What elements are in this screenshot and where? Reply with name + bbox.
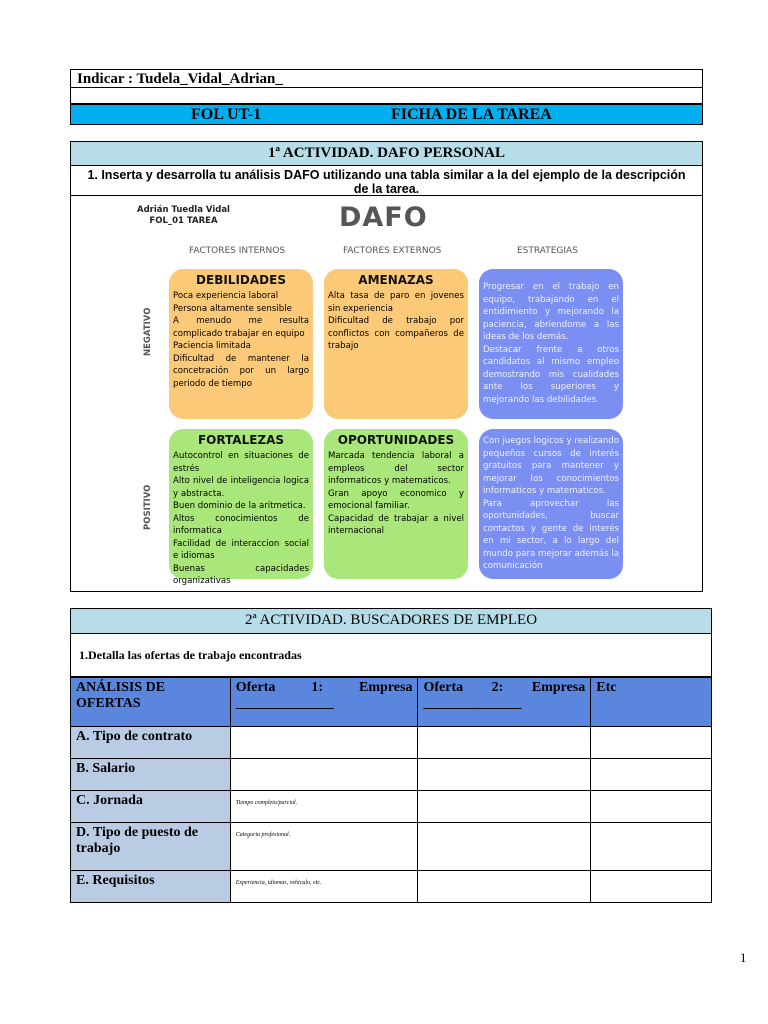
offers-table bbox=[70, 677, 712, 903]
cell-input[interactable] bbox=[591, 871, 712, 903]
cell-input[interactable] bbox=[591, 759, 712, 791]
header-etc: Etc bbox=[591, 678, 712, 727]
activity2-question: 1.Detalla las ofertas de trabajo encontradas bbox=[70, 634, 712, 677]
col-internal-label: FACTORES INTERNOS bbox=[189, 246, 286, 256]
table-row bbox=[71, 823, 712, 871]
cell-input[interactable] bbox=[591, 727, 712, 759]
table-row bbox=[71, 871, 712, 903]
dafo-title: DAFO bbox=[339, 202, 428, 233]
blank-row bbox=[70, 88, 703, 104]
oferta2-empresa: Empresa bbox=[531, 680, 586, 695]
row-label: B. Salario bbox=[71, 759, 231, 791]
oferta1-line bbox=[236, 680, 413, 696]
col-strategies-label: ESTRATEGIAS bbox=[517, 246, 578, 256]
title-bar bbox=[70, 104, 703, 125]
fortalezas-card bbox=[169, 429, 313, 586]
debilidades-card bbox=[169, 269, 313, 419]
row-label: C. Jornada bbox=[71, 791, 231, 823]
activity2-heading: 2ª ACTIVIDAD. BUSCADORES DE EMPLEO bbox=[70, 608, 712, 634]
cell-input[interactable] bbox=[418, 823, 591, 871]
dafo-image-area bbox=[70, 196, 703, 592]
page-number: 1 bbox=[740, 950, 747, 965]
table-row bbox=[71, 759, 712, 791]
estrategias-negativo-text: Progresar en el trabajo en equipo, trabajando en el entidimiento y mejorando la paciencia, abriendome a las ideas de los demás. Destacar frente a otros candidatos al mismo empleo demostrando mis cualidades ante los superiores y mejorando las debilidades. bbox=[483, 282, 619, 405]
table-row bbox=[71, 791, 712, 823]
oferta1-blank: ______________ bbox=[235, 696, 334, 711]
oferta2-number: 2: bbox=[491, 680, 504, 695]
cell-input[interactable] bbox=[230, 791, 418, 823]
dafo-chart bbox=[71, 196, 702, 590]
cell-input[interactable] bbox=[591, 791, 712, 823]
estrategias-positivo-card bbox=[479, 429, 623, 579]
estrategias-negativo-card bbox=[479, 269, 623, 419]
col-external-label: FACTORES EXTERNOS bbox=[343, 246, 442, 256]
header-analisis bbox=[71, 678, 231, 727]
cell-input[interactable] bbox=[418, 727, 591, 759]
name-line: Indicar : Tudela_Vidal_Adrian_ bbox=[70, 69, 703, 88]
oferta1-number: 1: bbox=[311, 680, 324, 695]
debilidades-text: Poca experiencia laboral Persona altamente sensible A menudo me resulta complicado trabajar en equipo Paciencia limitada Dificultad de mantener la concetración por un largo periodo de tiempo bbox=[173, 291, 309, 389]
row-label: E. Requisitos bbox=[71, 871, 231, 903]
author-name: Adrián Tuedla Vidal bbox=[137, 205, 230, 215]
cell-input[interactable] bbox=[230, 759, 418, 791]
header-oferta-1 bbox=[230, 678, 418, 727]
amenazas-title: AMENAZAS bbox=[358, 273, 434, 287]
header-analisis-text: ANÁLISIS DE OFERTAS bbox=[76, 680, 166, 711]
oferta2-blank: ______________ bbox=[423, 696, 522, 711]
table-header-row bbox=[71, 678, 712, 727]
row-negative-label: NEGATIVO bbox=[143, 307, 153, 356]
row-positive-label: POSITIVO bbox=[143, 484, 153, 530]
cell-input[interactable] bbox=[591, 823, 712, 871]
sheet-title: FICHA DE LA TAREA bbox=[391, 106, 552, 123]
fortalezas-text: Autocontrol en situaciones de estrés Alto nivel de inteligencia logica y abstracta. Buen dominio de la aritmetica. Altos conocimientos de informatica Facilidad de interaccion social e idiomas Buenas capacidades organizativas bbox=[173, 451, 309, 586]
row-label: D. Tipo de puesto de trabajo bbox=[71, 823, 231, 871]
course-code: FOL UT-1 bbox=[191, 106, 262, 123]
oferta1-empresa: Empresa bbox=[359, 680, 413, 695]
oportunidades-title: OPORTUNIDADES bbox=[337, 433, 455, 447]
amenazas-text: Alta tasa de paro en jovenes sin experiencia Dificultad de trabajo por conflictos con compañeros de trabajo bbox=[328, 291, 464, 351]
header-oferta-2 bbox=[418, 678, 591, 727]
activity1-heading: 1ª ACTIVIDAD. DAFO PERSONAL bbox=[70, 141, 703, 166]
estrategias-positivo-text: Con juegos logicos y realizando pequeños cursos de interés gratuitos para mantener y mejorar los conocimientos informaticos y matematicos. Para aprovechar las oportunidades, buscar contactos y gente de interés en mi sector, a lo largo del mundo para mejorar además la comunicación bbox=[483, 436, 619, 571]
activity1-question: 1. Inserta y desarrolla tu análisis DAFO utilizando una tabla similar a la del ejemplo de la descripción de la tarea. bbox=[70, 166, 703, 196]
row-hint: Experiencia, idiomas, vehiculo, etc. bbox=[235, 880, 322, 886]
fortalezas-title: FORTALEZAS bbox=[197, 433, 285, 447]
cell-input[interactable] bbox=[418, 871, 591, 903]
row-label: A. Tipo de contrato bbox=[71, 727, 231, 759]
cell-input[interactable] bbox=[230, 871, 418, 903]
amenazas-card bbox=[324, 269, 468, 419]
debilidades-title: DEBILIDADES bbox=[196, 273, 286, 287]
row-hint: Tiempo completo/parcial. bbox=[235, 800, 298, 806]
table-row bbox=[71, 727, 712, 759]
cell-input[interactable] bbox=[418, 791, 591, 823]
task-name: FOL_01 TAREA bbox=[149, 216, 218, 226]
oportunidades-card bbox=[324, 429, 468, 579]
cell-input[interactable] bbox=[418, 759, 591, 791]
oferta2-line bbox=[423, 680, 585, 696]
author-block bbox=[137, 205, 230, 227]
cell-input[interactable] bbox=[230, 727, 418, 759]
oferta1-word: Oferta bbox=[235, 680, 276, 695]
oferta2-word: Oferta bbox=[423, 680, 464, 695]
oportunidades-text: Marcada tendencia laboral a empleos del sector informaticos y matematicos. Gran apoyo economico y emocional familiar. Capacidad de trabajar a nivel internacional bbox=[328, 451, 464, 536]
row-hint: Categoria profesional. bbox=[235, 832, 291, 838]
cell-input[interactable] bbox=[230, 823, 418, 871]
